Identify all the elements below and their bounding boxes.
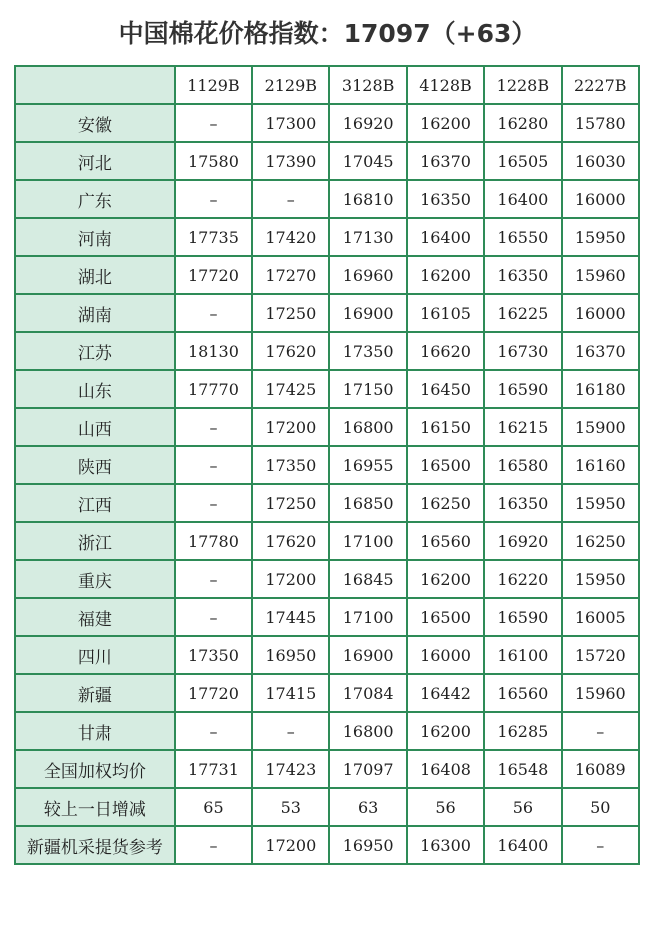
row-label: 陕西 — [15, 446, 175, 484]
table-cell: 17350 — [175, 636, 252, 674]
table-cell: 15900 — [562, 408, 639, 446]
table-cell: 16442 — [407, 674, 484, 712]
corner-cell — [15, 66, 175, 104]
table-cell: 17770 — [175, 370, 252, 408]
header-row — [15, 66, 639, 104]
table-cell: 16620 — [407, 332, 484, 370]
table-cell: 17200 — [252, 826, 329, 864]
table-cell: 16548 — [484, 750, 561, 788]
table-cell: 17100 — [329, 598, 406, 636]
table-cell: – — [252, 712, 329, 750]
table-cell: 15780 — [562, 104, 639, 142]
table-row — [15, 370, 639, 408]
table-cell: 16500 — [407, 446, 484, 484]
table-row — [15, 332, 639, 370]
table-cell: 15950 — [562, 218, 639, 256]
table-cell: 16400 — [484, 180, 561, 218]
row-label: 湖北 — [15, 256, 175, 294]
table-row — [15, 104, 639, 142]
table-cell: 16200 — [407, 712, 484, 750]
table-row — [15, 446, 639, 484]
table-row — [15, 142, 639, 180]
table-cell: 17084 — [329, 674, 406, 712]
table-row — [15, 788, 639, 826]
row-label: 山东 — [15, 370, 175, 408]
table-cell: 16250 — [562, 522, 639, 560]
table-cell: 17100 — [329, 522, 406, 560]
table-cell: – — [562, 826, 639, 864]
table-cell: 17720 — [175, 256, 252, 294]
table-cell: 17390 — [252, 142, 329, 180]
table-cell: – — [175, 826, 252, 864]
table-cell: 16089 — [562, 750, 639, 788]
table-cell: 16580 — [484, 446, 561, 484]
table-cell: 17350 — [329, 332, 406, 370]
table-body — [15, 104, 639, 864]
table-cell: 17731 — [175, 750, 252, 788]
table-cell: 16250 — [407, 484, 484, 522]
table-row — [15, 408, 639, 446]
row-label: 广东 — [15, 180, 175, 218]
table-cell: 16550 — [484, 218, 561, 256]
column-header: 2227B — [562, 66, 639, 104]
table-cell: 56 — [484, 788, 561, 826]
table-cell: 16920 — [329, 104, 406, 142]
row-label: 山西 — [15, 408, 175, 446]
table-cell: 15960 — [562, 674, 639, 712]
table-cell: 16220 — [484, 560, 561, 598]
table-cell: 16590 — [484, 598, 561, 636]
table-cell: 50 — [562, 788, 639, 826]
table-cell: 16150 — [407, 408, 484, 446]
column-header: 1228B — [484, 66, 561, 104]
row-label: 新疆机采提货参考 — [15, 826, 175, 864]
table-cell: 16180 — [562, 370, 639, 408]
table-cell: – — [175, 484, 252, 522]
table-cell: – — [175, 294, 252, 332]
table-cell: 17200 — [252, 408, 329, 446]
table-cell: – — [562, 712, 639, 750]
table-cell: 16850 — [329, 484, 406, 522]
table-cell: – — [175, 104, 252, 142]
table-cell: 17097 — [329, 750, 406, 788]
row-label: 较上一日增减 — [15, 788, 175, 826]
table-cell: 16280 — [484, 104, 561, 142]
table-cell: 65 — [175, 788, 252, 826]
table-row — [15, 294, 639, 332]
table-cell: 16560 — [484, 674, 561, 712]
table-cell: 16408 — [407, 750, 484, 788]
table-cell: 16900 — [329, 294, 406, 332]
row-label: 四川 — [15, 636, 175, 674]
table-cell: 16500 — [407, 598, 484, 636]
table-cell: 17150 — [329, 370, 406, 408]
table-cell: 17780 — [175, 522, 252, 560]
table-cell: 16920 — [484, 522, 561, 560]
table-cell: 53 — [252, 788, 329, 826]
table-cell: 17250 — [252, 294, 329, 332]
table-row — [15, 522, 639, 560]
column-header: 1129B — [175, 66, 252, 104]
table-cell: 16225 — [484, 294, 561, 332]
table-cell: 16450 — [407, 370, 484, 408]
price-table — [14, 65, 640, 865]
table-row — [15, 560, 639, 598]
table-cell: 16810 — [329, 180, 406, 218]
table-cell: 16900 — [329, 636, 406, 674]
table-row — [15, 750, 639, 788]
table-cell: 16005 — [562, 598, 639, 636]
table-cell: 17580 — [175, 142, 252, 180]
table-cell: 16400 — [407, 218, 484, 256]
table-cell: 18130 — [175, 332, 252, 370]
column-header: 3128B — [329, 66, 406, 104]
table-cell: 16105 — [407, 294, 484, 332]
table-row — [15, 256, 639, 294]
table-cell: 16960 — [329, 256, 406, 294]
table-cell: 16030 — [562, 142, 639, 180]
table-row — [15, 180, 639, 218]
table-cell: 16350 — [484, 256, 561, 294]
table-cell: 16370 — [562, 332, 639, 370]
table-cell: 16800 — [329, 408, 406, 446]
table-cell: 17045 — [329, 142, 406, 180]
table-cell: 15950 — [562, 484, 639, 522]
table-cell: 16845 — [329, 560, 406, 598]
table-cell: – — [175, 408, 252, 446]
row-label: 甘肃 — [15, 712, 175, 750]
table-row — [15, 674, 639, 712]
table-row — [15, 636, 639, 674]
table-row — [15, 826, 639, 864]
row-label: 河南 — [15, 218, 175, 256]
table-cell: 16285 — [484, 712, 561, 750]
table-cell: 17425 — [252, 370, 329, 408]
table-cell: 16350 — [484, 484, 561, 522]
column-header: 2129B — [252, 66, 329, 104]
table-row — [15, 484, 639, 522]
table-cell: 16300 — [407, 826, 484, 864]
column-header: 4128B — [407, 66, 484, 104]
table-cell: 56 — [407, 788, 484, 826]
table-cell: – — [252, 180, 329, 218]
table-cell: – — [175, 180, 252, 218]
table-cell: 16730 — [484, 332, 561, 370]
table-cell: 16000 — [407, 636, 484, 674]
table-cell: 16560 — [407, 522, 484, 560]
row-label: 福建 — [15, 598, 175, 636]
table-cell: 17270 — [252, 256, 329, 294]
table-cell: 16200 — [407, 256, 484, 294]
row-label: 河北 — [15, 142, 175, 180]
row-label: 重庆 — [15, 560, 175, 598]
table-cell: – — [175, 598, 252, 636]
table-cell: 16400 — [484, 826, 561, 864]
table-cell: 17130 — [329, 218, 406, 256]
table-cell: 17300 — [252, 104, 329, 142]
table-cell: – — [175, 560, 252, 598]
table-cell: 17415 — [252, 674, 329, 712]
row-label: 新疆 — [15, 674, 175, 712]
table-cell: 63 — [329, 788, 406, 826]
table-cell: 17420 — [252, 218, 329, 256]
table-cell: 17350 — [252, 446, 329, 484]
table-cell: 16505 — [484, 142, 561, 180]
table-cell: 16370 — [407, 142, 484, 180]
table-cell: – — [175, 446, 252, 484]
row-label: 全国加权均价 — [15, 750, 175, 788]
row-label: 浙江 — [15, 522, 175, 560]
table-cell: 16350 — [407, 180, 484, 218]
table-cell: 16215 — [484, 408, 561, 446]
table-cell: 15950 — [562, 560, 639, 598]
row-label: 江西 — [15, 484, 175, 522]
table-cell: 15720 — [562, 636, 639, 674]
table-cell: 17250 — [252, 484, 329, 522]
row-label: 江苏 — [15, 332, 175, 370]
table-cell: 17423 — [252, 750, 329, 788]
table-cell: 17735 — [175, 218, 252, 256]
table-cell: 17720 — [175, 674, 252, 712]
table-row — [15, 218, 639, 256]
table-cell: 16000 — [562, 180, 639, 218]
table-cell: 16590 — [484, 370, 561, 408]
page-title: 中国棉花价格指数：17097（+63） — [118, 19, 537, 48]
table-cell: 17445 — [252, 598, 329, 636]
row-label: 湖南 — [15, 294, 175, 332]
table-cell: 16200 — [407, 104, 484, 142]
table-cell: 16950 — [329, 826, 406, 864]
table-cell: 16200 — [407, 560, 484, 598]
table-cell: 16800 — [329, 712, 406, 750]
table-cell: 16100 — [484, 636, 561, 674]
table-cell: 17200 — [252, 560, 329, 598]
row-label: 安徽 — [15, 104, 175, 142]
table-row — [15, 598, 639, 636]
table-cell: 16160 — [562, 446, 639, 484]
table-cell: 15960 — [562, 256, 639, 294]
table-cell: 16955 — [329, 446, 406, 484]
table-cell: – — [175, 712, 252, 750]
table-row — [15, 712, 639, 750]
table-cell: 17620 — [252, 332, 329, 370]
table-cell: 16000 — [562, 294, 639, 332]
table-cell: 17620 — [252, 522, 329, 560]
table-cell: 16950 — [252, 636, 329, 674]
